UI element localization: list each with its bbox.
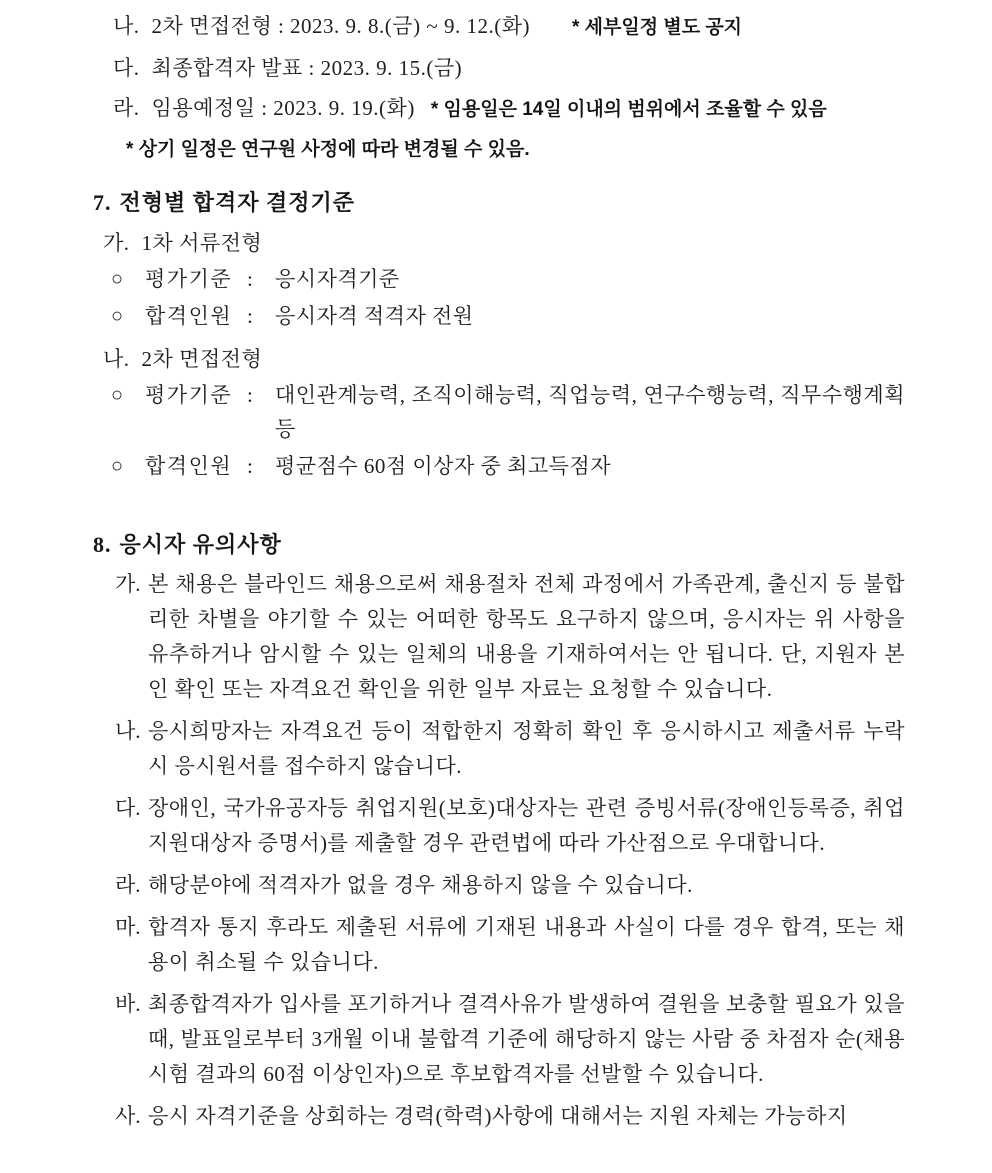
schedule-item-note: * 세부일정 별도 공지 [571, 17, 743, 38]
criteria-item [111, 449, 905, 483]
paragraph-text: 합격자 통지 후라도 제출된 서류에 기재된 내용과 사실이 다를 경우 합격, 또는 채용이 취소될 수 있습니다. [148, 915, 905, 974]
paragraph-label: 나. [115, 719, 141, 743]
section-number: 8. [93, 532, 112, 557]
criteria-value: 평균점수 60점 이상자 중 최고득점자 [275, 454, 612, 478]
criteria-label: 평가기준 [145, 383, 233, 407]
circle-bullet-icon: ○ [111, 305, 124, 327]
criteria-separator: : [247, 383, 253, 407]
schedule-item-text: 최종합격자 발표 : 2023. 9. 15.(금) [151, 56, 463, 80]
section-title: 응시자 유의사항 [119, 532, 282, 557]
criteria-label: 합격인원 [145, 454, 233, 478]
paragraph-label: 라. [115, 873, 141, 897]
section-7-heading [93, 189, 992, 217]
paragraph-text: 본 채용은 블라인드 채용으로써 채용절차 전체 과정에서 가족관계, 출신지 등 불합리한 차별을 야기할 수 있는 어떠한 항목도 요구하지 않으며, 응시자는 위 사항을 유추하거나 암시할 수 있는 일체의 내용을 기재하여서는 안 됩니다. 단, 지원자 본인 확인 또는 자격요건 확인을 위한 일부 자료는 요청할 수 있습니다. [148, 572, 905, 701]
criteria-separator: : [247, 454, 253, 478]
schedule-item-text: 임용예정일 : 2023. 9. 19.(화) [151, 96, 415, 120]
criteria-item [111, 378, 905, 446]
criteria-label: 평가기준 [145, 267, 233, 291]
notice-paragraph [115, 567, 905, 707]
paragraph-text: 응시희망자는 자격요건 등이 적합한지 정확히 확인 후 응시하시고 제출서류 누락 시 응시원서를 접수하지 않습니다. [148, 719, 905, 778]
notice-paragraph [115, 1099, 905, 1134]
criteria-label: 합격인원 [145, 304, 233, 328]
paragraph-label: 가. [115, 572, 141, 596]
paragraph-text: 장애인, 국가유공자등 취업지원(보호)대상자는 관련 증빙서류(장애인등록증, 취업지원대상자 증명서)를 제출할 경우 관련법에 따라 가산점으로 우대합니다. [148, 796, 905, 855]
notice-paragraph [115, 791, 905, 861]
section-number: 7. [93, 190, 112, 215]
schedule-item [113, 6, 992, 48]
schedule-item-label: 다. [113, 56, 140, 80]
schedule-item-label: 라. [113, 96, 140, 120]
paragraph-label: 바. [115, 992, 141, 1016]
section-8 [0, 531, 992, 1134]
criteria-value: 대인관계능력, 조직이해능력, 직업능력, 연구수행능력, 직무수행계획 등 [275, 383, 905, 441]
circle-bullet-icon: ○ [111, 268, 124, 290]
schedule-item-note: * 임용일은 14일 이내의 범위에서 조율할 수 있음 [430, 99, 827, 120]
criteria-value: 응시자격기준 [275, 267, 400, 291]
criteria-item [111, 262, 905, 296]
schedule-section [0, 6, 992, 170]
section-title: 전형별 합격자 결정기준 [119, 190, 356, 215]
section-8-heading [93, 531, 992, 559]
paragraph-text: 해당분야에 적격자가 없을 경우 채용하지 않을 수 있습니다. [148, 873, 693, 897]
subsection-text: 2차 면접전형 [141, 347, 263, 371]
notice-paragraph [115, 868, 905, 903]
notice-paragraph [115, 714, 905, 784]
notice-paragraph [115, 910, 905, 980]
schedule-item [113, 48, 992, 88]
subsection-title [103, 342, 905, 376]
section-7 [0, 189, 992, 483]
paragraph-text: 응시 자격기준을 상회하는 경력(학력)사항에 대해서는 지원 자체는 가능하지 [148, 1104, 848, 1128]
paragraph-label: 다. [115, 796, 141, 820]
subsection-label: 가. [103, 231, 130, 255]
paragraph-label: 사. [115, 1104, 141, 1128]
notice-paragraph [115, 987, 905, 1092]
paragraph-text: 최종합격자가 입사를 포기하거나 결격사유가 발생하여 결원을 보충할 필요가 있을 때, 발표일로부터 3개월 이내 불합격 기준에 해당하지 않는 사람 중 차점자 순(채용시험 결과의 60점 이상인자)으로 후보합격자를 선발할 수 있습니다. [148, 992, 905, 1086]
criteria-separator: : [247, 304, 253, 328]
schedule-item [113, 88, 992, 130]
subsection-text: 1차 서류전형 [141, 231, 263, 255]
circle-bullet-icon: ○ [111, 384, 124, 406]
subsection-label: 나. [103, 347, 130, 371]
criteria-item [111, 299, 905, 333]
schedule-item-text: 2차 면접전형 : 2023. 9. 8.(금) ~ 9. 12.(화) [151, 14, 530, 38]
criteria-separator: : [247, 267, 253, 291]
subsection-title [103, 226, 905, 260]
schedule-item-label: 나. [113, 14, 140, 38]
circle-bullet-icon: ○ [111, 455, 124, 477]
criteria-value: 응시자격 적격자 전원 [275, 304, 474, 328]
schedule-footnote: * 상기 일정은 연구원 사정에 따라 변경될 수 있음. [126, 139, 530, 160]
paragraph-label: 마. [115, 915, 141, 939]
